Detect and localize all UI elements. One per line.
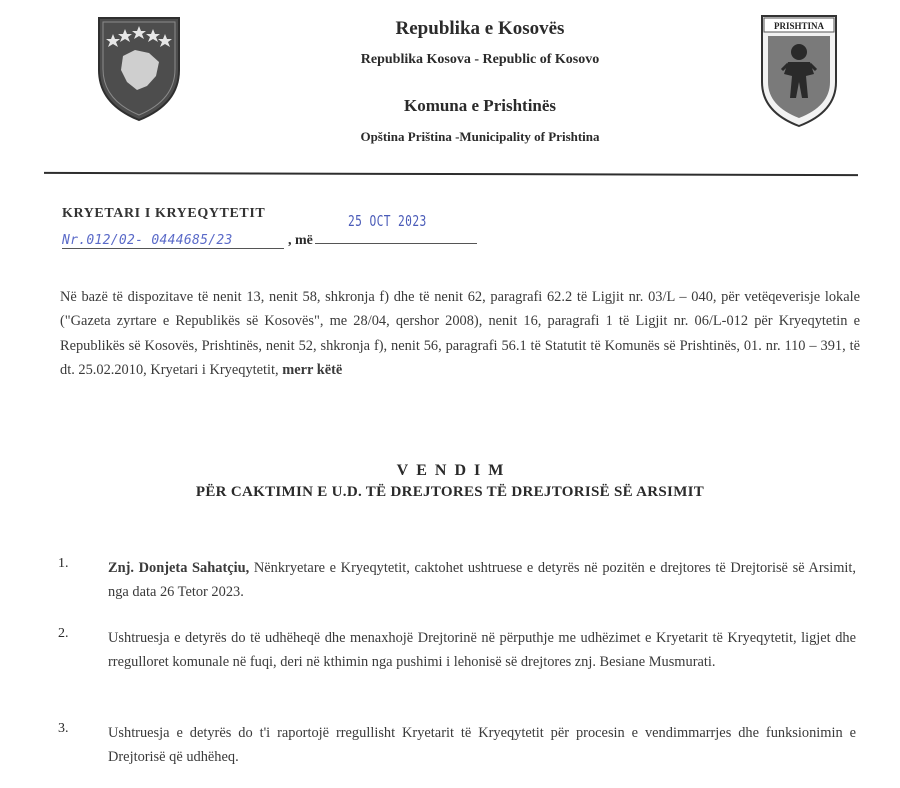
header-divider <box>44 172 858 176</box>
preamble-text: Në bazë të dispozitave të nenit 13, nenit 58, shkronja f) dhe të nenit 62, paragrafi 62.2 të Ligjit nr. 03/L – 040, për vetëqeverisje lokale ("Gazeta zyrtare e Republikës së Kosovës", me 28/04, qershor 2008), nenit 16, paragrafi 1 të Ligjit nr. 06/L-012 për Kryeqytetin e Republikës së Kosovës, Prishtinës, nenit 52, shkronja f), nenit 56, paragrafi 56.1 të Statutit të Komunës së Prishtinës, 01. nr. 110 – 391, të dt. 25.02.2010, Kryetari i Kryeqytetit, <box>60 289 860 378</box>
date-label: , më <box>288 233 313 248</box>
header-country-name: Republika e Kosovës <box>395 18 565 39</box>
legal-preamble <box>60 285 860 382</box>
article-number: 1. <box>58 556 69 571</box>
header-municipality-name-translations: Opština Priština -Municipality of Prishtina <box>360 129 600 144</box>
kosovo-coat-of-arms-icon <box>93 12 185 124</box>
preamble-ending: merr këtë <box>282 361 343 378</box>
article-text: Ushtruesja e detyrës do të udhëheqë dhe menaxhojë Drejtorinë në përputhje me udhëzimet e Kryetarit të Kryeqytetit, ligjet dhe rregulloret komunale në fuqi, deri në kthimin nga pushimi i lehonisë së drejtores znj. Besiane Musmurati. <box>108 630 856 670</box>
emblem-caption: PRISHTINA <box>773 21 825 31</box>
decision-title: VENDIM <box>396 462 512 479</box>
reference-line <box>62 233 477 249</box>
header-municipality-name: Komuna e Prishtinës <box>403 96 557 115</box>
decision-subtitle: PËR CAKTIMIN E U.D. TË DREJTORES TË DREJTORISË SË ARSIMIT <box>195 484 705 500</box>
article-text: Ushtruesja e detyrës do t'i raportojë rregullisht Kryetarit të Kryeqytetit për procesin e vendimmarrjes dhe funksionimin e Drejtorisë që udhëheq. <box>108 725 856 765</box>
reference-number: Nr.012/02- 0444685/23 <box>62 233 284 249</box>
article-number: 3. <box>58 721 69 736</box>
date-stamp: 25 OCT 2023 <box>348 212 427 230</box>
appointee-name: Znj. Donjeta Sahatçiu, <box>108 560 250 576</box>
issuing-office: KRYETARI I KRYEQYTETIT <box>62 206 266 221</box>
article-text <box>108 556 856 604</box>
prishtina-coat-of-arms-icon <box>758 12 840 130</box>
article-number: 2. <box>58 626 69 641</box>
header-country-name-translations: Republika Kosova - Republic of Kosovo <box>360 52 600 67</box>
article-body: Nënkryetare e Kryeqytetit, caktohet ushtruese e detyrës në pozitën e drejtores të Drejtorisë së Arsimit, nga data 26 Tetor 2023. <box>108 560 857 600</box>
date-blank-line <box>315 243 477 244</box>
